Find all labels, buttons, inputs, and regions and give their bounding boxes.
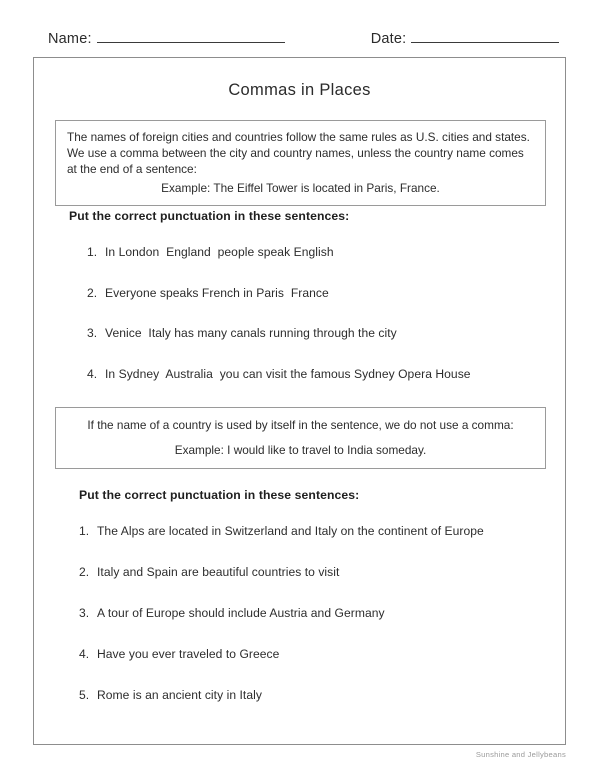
section-1-question-list bbox=[87, 245, 471, 407]
question-number: 3. bbox=[79, 606, 90, 620]
section-2-question-list bbox=[79, 524, 484, 729]
name-label: Name: bbox=[48, 31, 92, 47]
question-number: 4. bbox=[87, 366, 98, 381]
list-item[interactable] bbox=[87, 367, 471, 381]
list-item[interactable] bbox=[87, 245, 471, 259]
question-text: Have you ever traveled to Greece bbox=[97, 647, 280, 661]
rule-box-1-text: The names of foreign cities and countries follow the same rules as U.S. cities and states. We use a comma between the city and country names, unless the country name comes at the end of a sentence: bbox=[67, 130, 530, 177]
rule-box-country-alone bbox=[55, 407, 546, 469]
name-write-line[interactable] bbox=[97, 30, 285, 43]
rule-box-cities-countries bbox=[55, 120, 546, 206]
list-item[interactable] bbox=[79, 688, 484, 702]
name-field-group bbox=[48, 30, 285, 47]
question-number: 3. bbox=[87, 326, 98, 340]
footer-credit: Sunshine and Jellybeans bbox=[475, 750, 566, 759]
rule-box-2-text: If the name of a country is used by itself in the sentence, we do not use a comma: bbox=[87, 418, 514, 432]
date-write-line[interactable] bbox=[411, 30, 559, 43]
date-field-group bbox=[371, 30, 560, 47]
question-text: Venice Italy has many canals running through the city bbox=[105, 326, 397, 340]
question-number: 2. bbox=[79, 565, 90, 579]
question-number: 4. bbox=[79, 647, 90, 661]
question-number: 5. bbox=[79, 688, 90, 702]
section-2-heading: Put the correct punctuation in these sentences: bbox=[79, 488, 360, 502]
question-text: The Alps are located in Switzerland and Italy on the continent of Europe bbox=[97, 524, 484, 538]
worksheet-title: Commas in Places bbox=[228, 81, 371, 99]
list-item[interactable] bbox=[87, 326, 471, 340]
question-text: In Sydney Australia you can visit the famous Sydney Opera House bbox=[105, 366, 471, 381]
section-1-heading: Put the correct punctuation in these sentences: bbox=[69, 209, 350, 223]
date-label: Date: bbox=[370, 31, 407, 47]
question-text: Rome is an ancient city in Italy bbox=[97, 688, 262, 702]
question-number: 1. bbox=[79, 524, 90, 538]
rule-box-2-example: Example: I would like to travel to India someday. bbox=[174, 443, 427, 458]
question-number: 2. bbox=[87, 285, 98, 300]
list-item[interactable] bbox=[79, 647, 484, 661]
list-item[interactable] bbox=[87, 286, 471, 300]
list-item[interactable] bbox=[79, 565, 484, 579]
question-text: A tour of Europe should include Austria and Germany bbox=[97, 606, 385, 620]
worksheet-frame bbox=[33, 57, 566, 745]
name-date-row bbox=[48, 30, 566, 52]
question-text: Italy and Spain are beautiful countries to visit bbox=[97, 565, 340, 579]
rule-box-1-example: Example: The Eiffel Tower is located in Paris, France. bbox=[161, 180, 440, 195]
list-item[interactable] bbox=[79, 606, 484, 620]
list-item[interactable] bbox=[79, 524, 484, 538]
question-text: Everyone speaks French in Paris France bbox=[105, 285, 329, 300]
question-text: In London England people speak English bbox=[105, 245, 334, 259]
question-number: 1. bbox=[87, 245, 98, 259]
